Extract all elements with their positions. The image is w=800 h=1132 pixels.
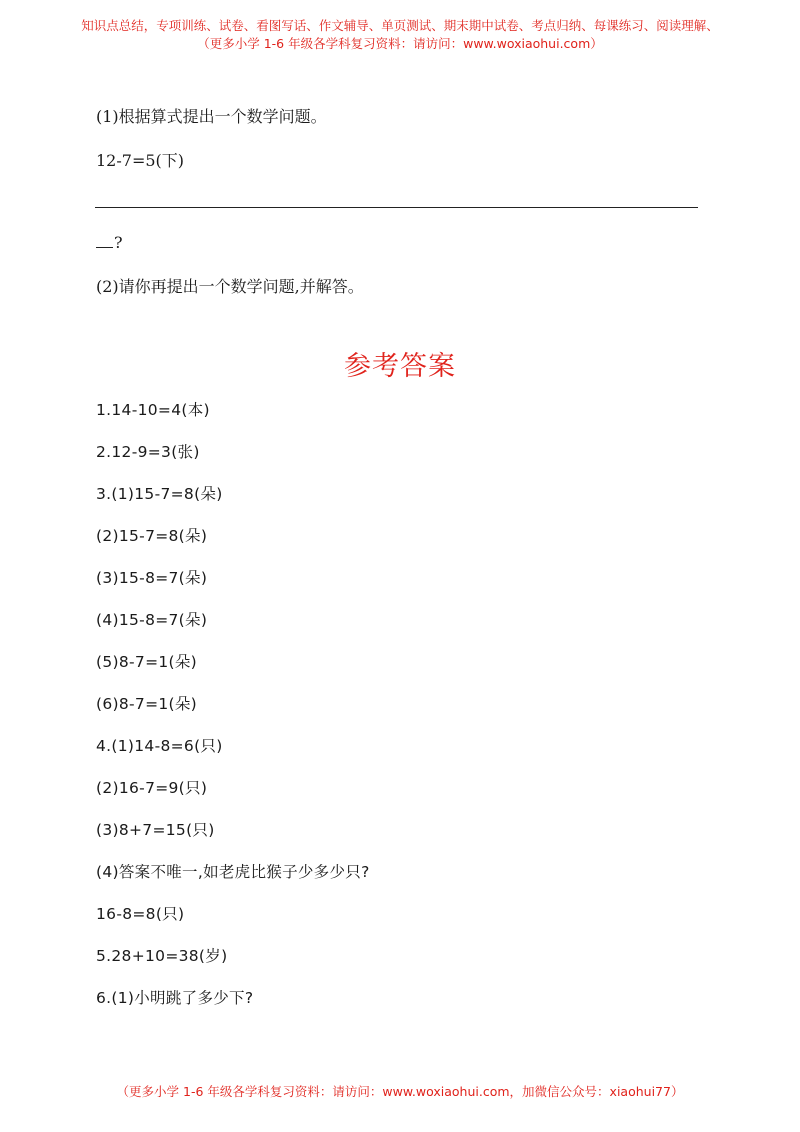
answer-item: 3.(1)15-7=8(朵) xyxy=(96,485,223,503)
question-blank-line xyxy=(96,232,123,254)
question-part2-prompt: (2)请你再提出一个数学问题,并解答。 xyxy=(96,277,364,296)
answer-item: (2)15-7=8(朵) xyxy=(96,527,208,545)
header-website-line: （更多小学 1-6 年级各学科复习资料：请访问：www.woxiaohui.com） xyxy=(197,36,603,51)
blank-suffix: ? xyxy=(114,233,123,252)
answer-item: 16-8=8(只) xyxy=(96,905,185,923)
answer-item: (5)8-7=1(朵) xyxy=(96,653,198,671)
answer-blank[interactable] xyxy=(96,233,113,248)
answer-item: (3)15-8=7(朵) xyxy=(96,569,208,587)
answer-item: 5.28+10=38(岁) xyxy=(96,947,228,965)
answer-item: 4.(1)14-8=6(只) xyxy=(96,737,223,755)
answer-item: (4)答案不唯一,如老虎比猴子少多少只? xyxy=(96,863,370,881)
question-part1-equation: 12-7=5(下) xyxy=(96,151,185,170)
answer-item: (2)16-7=9(只) xyxy=(96,779,208,797)
answer-item: 1.14-10=4(本) xyxy=(96,401,210,419)
answer-item: (6)8-7=1(朵) xyxy=(96,695,198,713)
answer-item: 2.12-9=3(张) xyxy=(96,443,200,461)
answer-key-title: 参考答案 xyxy=(344,351,456,382)
footer-website-line: （更多小学 1-6 年级各学科复习资料：请访问：www.woxiaohui.com，加微信公众号：xiaohui77） xyxy=(116,1084,684,1099)
header-promo-line: 知识点总结，专项训练、试卷、看图写话、作文辅导、单页测试、期末期中试卷、考点归纳、每课练习、阅读理解、 xyxy=(81,18,719,33)
answer-writing-line[interactable] xyxy=(95,207,698,208)
answer-item: (4)15-8=7(朵) xyxy=(96,611,208,629)
answer-item: 6.(1)小明跳了多少下? xyxy=(96,989,254,1007)
answer-item: (3)8+7=15(只) xyxy=(96,821,215,839)
question-part1-prompt: (1)根据算式提出一个数学问题。 xyxy=(96,107,327,126)
